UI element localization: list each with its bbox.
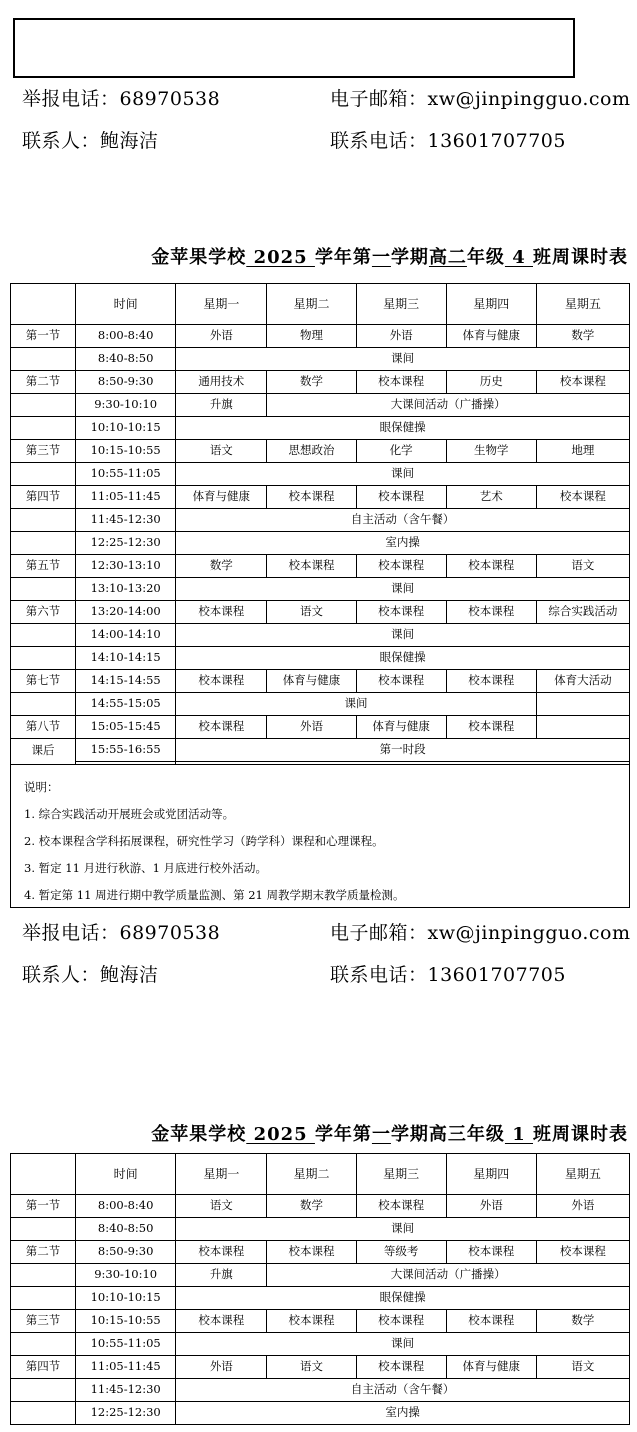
table-cell: 外语	[176, 1356, 267, 1379]
timetable-title-grade3-class1	[0, 1120, 628, 1146]
contact-block-top	[22, 84, 631, 153]
table-cell: 校本课程	[446, 1310, 536, 1333]
table-row	[11, 1379, 630, 1402]
table-cell: 数学	[267, 1195, 356, 1218]
table-cell: 8:00-8:40	[76, 1195, 176, 1218]
table-cell: 11:05-11:45	[76, 1356, 176, 1379]
title-underlined-text: 高二	[428, 247, 467, 268]
table-cell: 外语	[536, 1195, 629, 1218]
table-cell: 第二节	[11, 1241, 76, 1264]
table-cell: 自主活动（含午餐）	[176, 1379, 630, 1402]
table-cell: 体育与健康	[267, 670, 356, 693]
table-cell: 数学	[176, 555, 267, 578]
table-cell: 语文	[267, 1356, 356, 1379]
table-cell: 13:10-13:20	[76, 578, 176, 601]
table-cell: 第一节	[11, 1195, 76, 1218]
table-cell: 校本课程	[356, 1356, 446, 1379]
table-cell: 8:50-9:30	[76, 371, 176, 394]
table-cell: 体育与健康	[446, 325, 536, 348]
table-cell: 第四节	[11, 1356, 76, 1379]
table-cell: 语文	[536, 555, 629, 578]
timetable-grade3-class1	[10, 1153, 630, 1425]
table-cell: 课间	[176, 1218, 630, 1241]
table-cell: 校本课程	[536, 486, 629, 509]
table-cell: 体育与健康	[446, 1356, 536, 1379]
table-cell: 10:10-10:15	[76, 1287, 176, 1310]
header-cell: 星期一	[176, 284, 267, 325]
table-cell	[11, 417, 76, 440]
table-cell: 体育与健康	[356, 716, 446, 739]
table-row	[11, 1218, 630, 1241]
header-cell: 星期五	[536, 284, 629, 325]
title-underlined-text: 一	[371, 247, 391, 268]
table-cell: 课间	[176, 348, 630, 371]
table-cell: 外语	[446, 1195, 536, 1218]
table-row	[11, 532, 630, 555]
table-row	[11, 1310, 630, 1333]
table-cell	[11, 647, 76, 670]
table-cell: 生物学	[446, 440, 536, 463]
table-cell: 8:00-8:40	[76, 325, 176, 348]
table-cell: 校本课程	[176, 1241, 267, 1264]
table-cell	[536, 693, 629, 716]
title-underlined-text: 2025	[246, 247, 315, 268]
table-header-row	[11, 1154, 630, 1195]
table-cell: 第六节	[11, 601, 76, 624]
table-row	[11, 624, 630, 647]
title-text: 金苹果学校	[151, 1124, 247, 1145]
table-cell: 课后	[11, 739, 76, 785]
table-row	[11, 693, 630, 716]
table-cell: 眼保健操	[176, 417, 630, 440]
table-cell: 14:10-14:15	[76, 647, 176, 670]
table-cell: 外语	[176, 325, 267, 348]
title-text: 班周课时表	[533, 247, 628, 268]
header-cell: 时间	[76, 1154, 176, 1195]
table-cell	[11, 348, 76, 371]
table-cell: 课间	[176, 693, 537, 716]
table-cell: 校本课程	[536, 371, 629, 394]
table-row	[11, 371, 630, 394]
table-cell: 校本课程	[446, 555, 536, 578]
table-row	[11, 1241, 630, 1264]
header-cell	[11, 1154, 76, 1195]
table-row	[11, 670, 630, 693]
table-cell: 体育与健康	[176, 486, 267, 509]
table-cell: 8:50-9:30	[76, 1241, 176, 1264]
table-row	[11, 1287, 630, 1310]
table-cell: 10:55-11:05	[76, 1333, 176, 1356]
table-cell: 第四节	[11, 486, 76, 509]
table-cell: 校本课程	[446, 670, 536, 693]
table-cell: 第二节	[11, 371, 76, 394]
table-cell	[11, 1218, 76, 1241]
table-cell	[11, 1333, 76, 1356]
table-cell: 10:55-11:05	[76, 463, 176, 486]
table-cell: 14:15-14:55	[76, 670, 176, 693]
table-cell: 外语	[267, 716, 356, 739]
table-row	[11, 739, 630, 762]
title-underlined-text: 2025	[246, 1124, 315, 1145]
table-cell: 校本课程	[176, 601, 267, 624]
header-cell: 星期四	[446, 1154, 536, 1195]
table-cell: 校本课程	[267, 486, 356, 509]
table-cell: 校本课程	[446, 716, 536, 739]
table-cell: 校本课程	[356, 1310, 446, 1333]
title-text: 学年第	[314, 1124, 372, 1145]
contact-person-text: 联系人：鲍海洁	[22, 130, 159, 152]
note-line: 4. 暂定第 11 周进行期中教学质量监测、第 21 周教学期末教学质量检测。	[24, 888, 405, 902]
table-cell: 9:30-10:10	[76, 394, 176, 417]
table-row	[11, 1356, 630, 1379]
note-line: 1. 综合实践活动开展班会或党团活动等。	[24, 807, 235, 821]
table-cell: 校本课程	[356, 601, 446, 624]
table-cell: 8:40-8:50	[76, 1218, 176, 1241]
table-cell: 10:15-10:55	[76, 440, 176, 463]
table-cell: 艺术	[446, 486, 536, 509]
table-cell: 自主活动（含午餐）	[176, 509, 630, 532]
table-cell: 第三节	[11, 440, 76, 463]
table-cell: 语文	[267, 601, 356, 624]
timetable-title-grade2-class4	[0, 243, 628, 269]
table-row	[11, 348, 630, 371]
table-cell: 校本课程	[267, 1241, 356, 1264]
table-cell	[536, 716, 629, 739]
header-cell: 星期五	[536, 1154, 629, 1195]
table-cell: 13:20-14:00	[76, 601, 176, 624]
title-underlined-text: 1	[504, 1124, 533, 1145]
table-cell: 校本课程	[356, 670, 446, 693]
table-cell: 综合实践活动	[536, 601, 629, 624]
title-text: 年级	[466, 247, 505, 268]
table-cell	[11, 1379, 76, 1402]
table-cell: 数学	[536, 325, 629, 348]
table-row	[11, 1195, 630, 1218]
contact-person-text: 联系人：鲍海洁	[22, 964, 159, 986]
table-cell	[11, 578, 76, 601]
title-text: 金苹果学校	[151, 247, 247, 268]
notes-box	[10, 764, 630, 908]
table-cell: 校本课程	[176, 1310, 267, 1333]
table-cell: 11:45-12:30	[76, 1379, 176, 1402]
header-cell: 星期一	[176, 1154, 267, 1195]
table-row	[11, 555, 630, 578]
table-cell: 通用技术	[176, 371, 267, 394]
title-text: 学年第	[314, 247, 372, 268]
table-cell: 12:25-12:30	[76, 1402, 176, 1425]
table-cell: 校本课程	[446, 1241, 536, 1264]
table-row	[11, 325, 630, 348]
table-cell: 校本课程	[176, 716, 267, 739]
table-cell: 第七节	[11, 670, 76, 693]
table-cell: 语文	[176, 1195, 267, 1218]
table-cell: 14:00-14:10	[76, 624, 176, 647]
header-cell: 星期三	[356, 284, 446, 325]
header-cell: 星期三	[356, 1154, 446, 1195]
email-text: 电子邮箱：xw@jinpingguo.com	[330, 922, 631, 944]
table-cell: 校本课程	[446, 601, 536, 624]
table-cell: 校本课程	[356, 555, 446, 578]
table-cell: 历史	[446, 371, 536, 394]
table-cell: 眼保健操	[176, 1287, 630, 1310]
header-cell: 星期四	[446, 284, 536, 325]
note-line: 2. 校本课程含学科拓展课程，研究性学习（跨学科）课程和心理课程。	[24, 834, 384, 848]
table-cell: 校本课程	[176, 670, 267, 693]
table-cell	[11, 1287, 76, 1310]
table-row	[11, 463, 630, 486]
table-cell: 语文	[176, 440, 267, 463]
table-cell: 15:55-16:55	[76, 739, 176, 762]
table-cell: 课间	[176, 624, 630, 647]
table-cell: 地理	[536, 440, 629, 463]
table-row	[11, 486, 630, 509]
table-row	[11, 417, 630, 440]
table-cell: 10:15-10:55	[76, 1310, 176, 1333]
table-cell: 物理	[267, 325, 356, 348]
table-cell: 化学	[356, 440, 446, 463]
note-line: 3. 暂定 11 月进行秋游、1 月底进行校外活动。	[24, 861, 268, 875]
table-cell: 体育大活动	[536, 670, 629, 693]
table-cell: 10:10-10:15	[76, 417, 176, 440]
table-cell: 课间	[176, 578, 630, 601]
contact-phone-text: 联系电话：13601707705	[330, 130, 566, 152]
table-cell: 校本课程	[536, 1241, 629, 1264]
table-cell: 11:45-12:30	[76, 509, 176, 532]
table-row	[11, 394, 630, 417]
email-text: 电子邮箱：xw@jinpingguo.com	[330, 88, 631, 110]
table-cell: 9:30-10:10	[76, 1264, 176, 1287]
header-cell: 星期二	[267, 1154, 356, 1195]
header-cell: 时间	[76, 284, 176, 325]
table-cell: 大课间活动（广播操）	[267, 1264, 630, 1287]
table-cell: 11:05-11:45	[76, 486, 176, 509]
table-cell	[11, 1402, 76, 1425]
table-row	[11, 601, 630, 624]
header-cell: 星期二	[267, 284, 356, 325]
table-cell: 等级考	[356, 1241, 446, 1264]
table-cell: 第五节	[11, 555, 76, 578]
table-cell: 语文	[536, 1356, 629, 1379]
table-cell: 眼保健操	[176, 647, 630, 670]
table-cell	[11, 509, 76, 532]
title-text: 学期	[390, 247, 429, 268]
table-cell	[11, 394, 76, 417]
table-cell: 第一节	[11, 325, 76, 348]
table-cell: 大课间活动（广播操）	[267, 394, 630, 417]
table-cell: 课间	[176, 463, 630, 486]
table-cell: 数学	[267, 371, 356, 394]
report-phone-text: 举报电话：68970538	[22, 922, 221, 944]
empty-header-box	[13, 18, 575, 78]
table-cell	[11, 624, 76, 647]
table-cell: 室内操	[176, 1402, 630, 1425]
table-row	[11, 1264, 630, 1287]
timetable-grade2-class4	[10, 283, 630, 785]
table-cell	[11, 1264, 76, 1287]
table-cell: 第一时段	[176, 739, 630, 762]
table-cell: 校本课程	[267, 555, 356, 578]
title-text: 学期高三年级	[390, 1124, 505, 1145]
table-cell: 12:25-12:30	[76, 532, 176, 555]
table-cell: 课间	[176, 1333, 630, 1356]
table-cell: 室内操	[176, 532, 630, 555]
title-text: 班周课时表	[533, 1124, 628, 1145]
table-cell	[11, 693, 76, 716]
table-cell: 校本课程	[356, 371, 446, 394]
table-row	[11, 647, 630, 670]
table-row	[11, 509, 630, 532]
title-underlined-text: 4	[504, 247, 533, 268]
table-row	[11, 1333, 630, 1356]
table-cell: 第三节	[11, 1310, 76, 1333]
table-cell: 8:40-8:50	[76, 348, 176, 371]
contact-block-bottom	[22, 918, 631, 987]
table-cell	[11, 463, 76, 486]
report-phone-text: 举报电话：68970538	[22, 88, 221, 110]
table-cell: 外语	[356, 325, 446, 348]
table-cell: 升旗	[176, 394, 267, 417]
table-row	[11, 578, 630, 601]
table-row	[11, 1402, 630, 1425]
table-header-row	[11, 284, 630, 325]
table-cell: 15:05-15:45	[76, 716, 176, 739]
table-cell: 校本课程	[356, 486, 446, 509]
table-cell: 12:30-13:10	[76, 555, 176, 578]
title-underlined-text: 一	[371, 1124, 391, 1145]
note-line: 说明：	[24, 780, 59, 794]
table-cell: 第八节	[11, 716, 76, 739]
header-cell	[11, 284, 76, 325]
table-cell: 思想政治	[267, 440, 356, 463]
table-cell: 升旗	[176, 1264, 267, 1287]
contact-phone-text: 联系电话：13601707705	[330, 964, 566, 986]
table-row	[11, 716, 630, 739]
table-cell	[11, 532, 76, 555]
table-cell: 数学	[536, 1310, 629, 1333]
table-cell: 校本课程	[267, 1310, 356, 1333]
table-cell: 校本课程	[356, 1195, 446, 1218]
table-cell: 14:55-15:05	[76, 693, 176, 716]
table-row	[11, 440, 630, 463]
